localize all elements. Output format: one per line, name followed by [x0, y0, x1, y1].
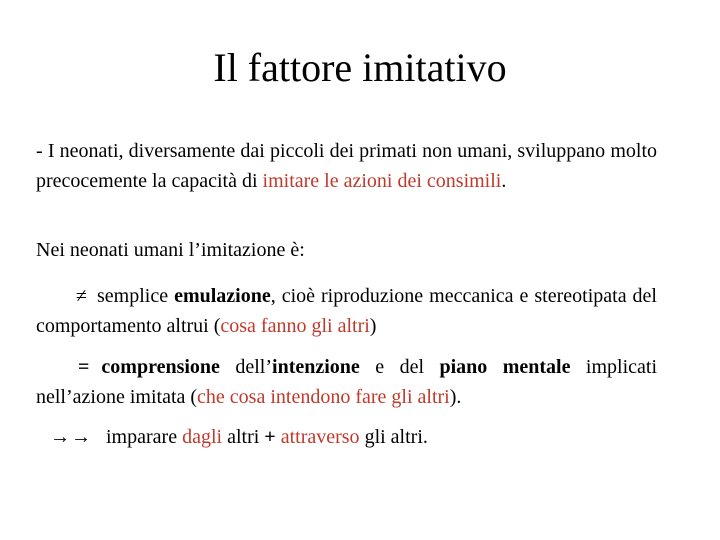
p4-highlight: che cosa intendono fare gli altri	[197, 386, 450, 408]
paragraph-neonati	[36, 136, 657, 196]
p4-end: ).	[449, 386, 462, 408]
paragraph-imitazione-intro: Nei neonati umani l’imitazione è:	[36, 239, 305, 261]
p4-text-3: implicati nell’azione imitata (	[36, 356, 658, 408]
paragraph-imparare	[36, 422, 657, 452]
plus-icon: +	[264, 426, 276, 448]
slide-title: Il fattore imitativo	[213, 45, 507, 90]
p3-text-2: , cioè riproduzione meccanica e stereotipata del comportamento altrui (	[36, 285, 657, 337]
equal-icon: =	[78, 356, 90, 378]
paragraph-comprensione	[36, 352, 657, 412]
p4-bold-3: piano mentale	[439, 356, 571, 378]
p3-highlight: cosa fanno gli altri	[220, 315, 370, 337]
paragraph-emulazione	[36, 281, 657, 341]
p1-text: - I neonati, diversamente dai piccoli dei primati non umani, sviluppano molto precocemente la capacità di	[36, 140, 657, 192]
p3-end: )	[369, 315, 377, 337]
p1-end: .	[501, 170, 507, 192]
p1-highlight: imitare le azioni dei consimili	[262, 170, 502, 192]
double-arrow-icon: →→	[50, 426, 92, 448]
p4-text-1: dell’	[219, 356, 273, 378]
p4-text-2: e del	[359, 356, 440, 378]
p4-bold-2: intenzione	[272, 356, 360, 378]
p5-text-2: altri	[222, 426, 265, 448]
p5-text-1: imparare	[106, 426, 183, 448]
p5-highlight-1: dagli	[182, 426, 223, 448]
p5-highlight-2: attraverso	[280, 426, 360, 448]
p5-end: gli altri.	[359, 426, 428, 448]
not-equal-icon: ≠	[76, 285, 87, 307]
p3-bold: emulazione	[174, 285, 271, 307]
p4-bold-1: comprensione	[101, 356, 220, 378]
p3-text: semplice	[96, 285, 175, 307]
